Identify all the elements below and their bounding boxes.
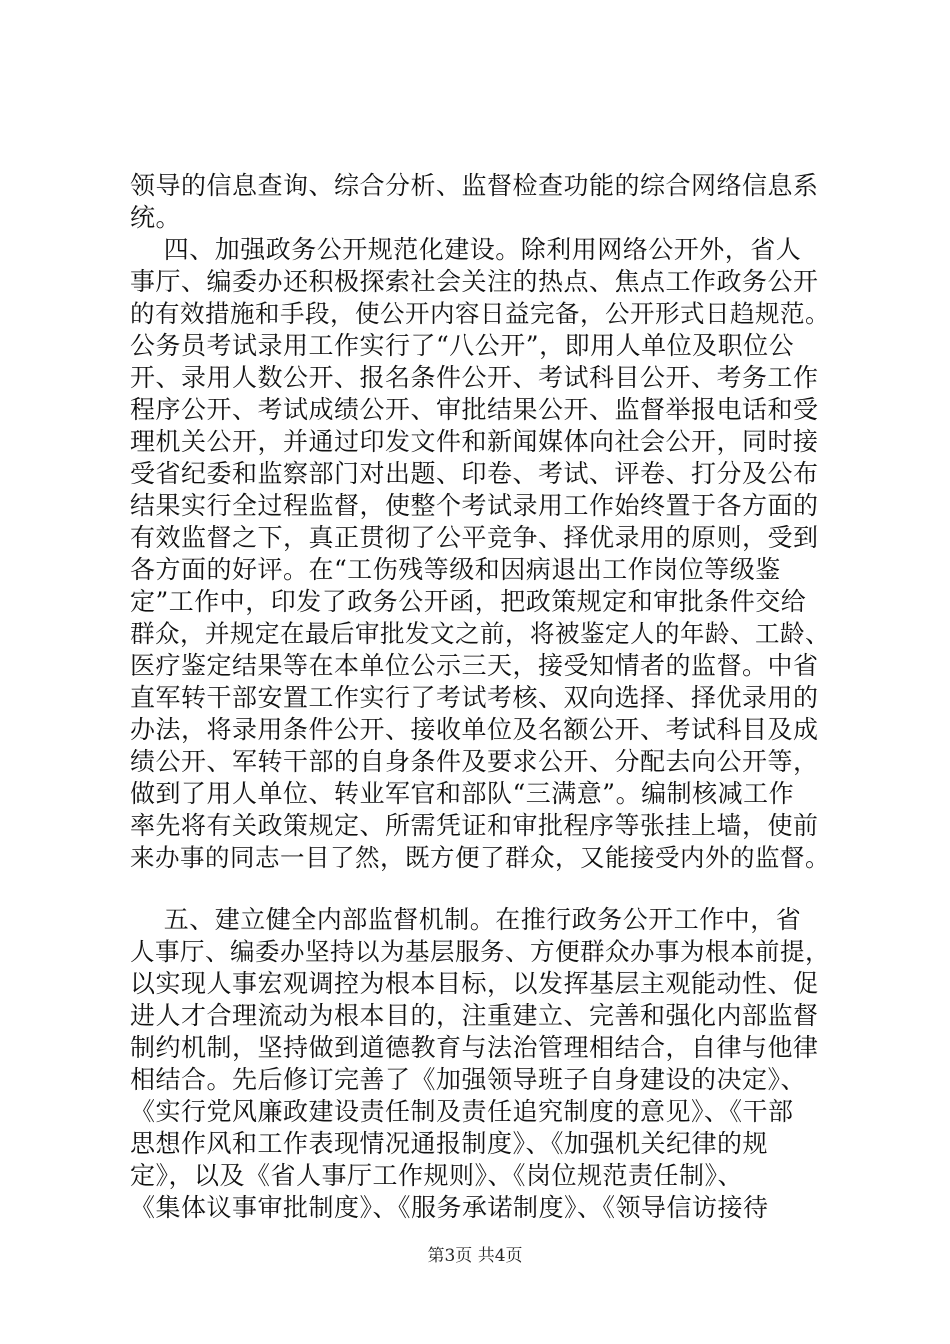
text-line: 做到了用人单位、转业军官和部队“三满意”。编制核减工作 (130, 779, 795, 808)
text-line: 医疗鉴定结果等在本单位公示三天，接受知情者的监督。中省 (130, 651, 819, 680)
text-line: 直军转干部安置工作实行了考试考核、双向选择、择优录用的 (130, 683, 819, 712)
text-line: 定》，以及《省人事厅工作规则》、《岗位规范责任制》、 (130, 1161, 744, 1190)
text-line: 五、建立健全内部监督机制。在推行政务公开工作中，省 (130, 905, 802, 934)
text-line: 绩公开、军转干部的自身条件及要求公开、分配去向公开等， (130, 747, 819, 776)
text-line: 四、加强政务公开规范化建设。除利用网络公开外，省人 (130, 235, 802, 264)
text-line: 统。 (130, 203, 182, 232)
text-line: 事厅、编委办还积极探索社会关注的热点、焦点工作政务公开 (130, 267, 819, 296)
text-line: 《集体议事审批制度》、《服务承诺制度》、《领导信访接待 (130, 1193, 769, 1222)
text-line: 的有效措施和手段，使公开内容日益完备，公开形式日趋规范。 (130, 299, 830, 328)
page-number-footer: 第3页 共4页 (427, 1246, 523, 1266)
text-line: 进人才合理流动为根本目的，注重建立、完善和强化内部监督 (130, 1001, 819, 1030)
text-line: 受省纪委和监察部门对出题、印卷、考试、评卷、打分及公布 (130, 459, 819, 488)
text-line: 定”工作中，印发了政务公开函，把政策规定和审批条件交给 (130, 587, 807, 616)
paragraph-block-1 (130, 170, 830, 874)
text-line: 制约机制，坚持做到道德教育与法治管理相结合，自律与他律 (130, 1033, 819, 1062)
text-line: 率先将有关政策规定、所需凭证和审批程序等张挂上墙，使前 (130, 811, 819, 840)
text-line: 理机关公开，并通过印发文件和新闻媒体向社会公开，同时接 (130, 427, 819, 456)
paragraph-block-2 (130, 904, 830, 1224)
text-line: 有效监督之下，真正贯彻了公平竞争、择优录用的原则，受到 (130, 523, 819, 552)
text-line: 《实行党风廉政建设责任制及责任追究制度的意见》、《干部 (130, 1097, 794, 1126)
text-line: 结果实行全过程监督，使整个考试录用工作始终置于各方面的 (130, 491, 819, 520)
paragraph-gap (130, 874, 830, 904)
text-line: 思想作风和工作表现情况通报制度》、《加强机关纪律的规 (130, 1129, 769, 1158)
text-line: 各方面的好评。在“工伤残等级和因病退出工作岗位等级鉴 (130, 555, 781, 584)
text-line: 开、录用人数公开、报名条件公开、考试科目公开、考务工作 (130, 363, 819, 392)
text-line: 程序公开、考试成绩公开、审批结果公开、监督举报电话和受 (130, 395, 819, 424)
text-line: 相结合。先后修订完善了《加强领导班子自身建设的决定》、 (130, 1065, 807, 1094)
text-line: 以实现人事宏观调控为根本目标，以发挥基层主观能动性、促 (130, 969, 819, 998)
text-line: 来办事的同志一目了然，既方便了群众，又能接受内外的监督。 (130, 843, 830, 872)
text-line: 办法，将录用条件公开、接收单位及名额公开、考试科目及成 (130, 715, 819, 744)
text-line: 人事厅、编委办坚持以为基层服务、方便群众办事为根本前提， (130, 937, 830, 966)
text-line: 群众，并规定在最后审批发文之前，将被鉴定人的年龄、工龄、 (130, 619, 830, 648)
text-line: 公务员考试录用工作实行了“八公开”，即用人单位及职位公 (130, 331, 795, 360)
text-line: 领导的信息查询、综合分析、监督检查功能的综合网络信息系 (130, 171, 819, 200)
body-text (130, 170, 830, 1224)
